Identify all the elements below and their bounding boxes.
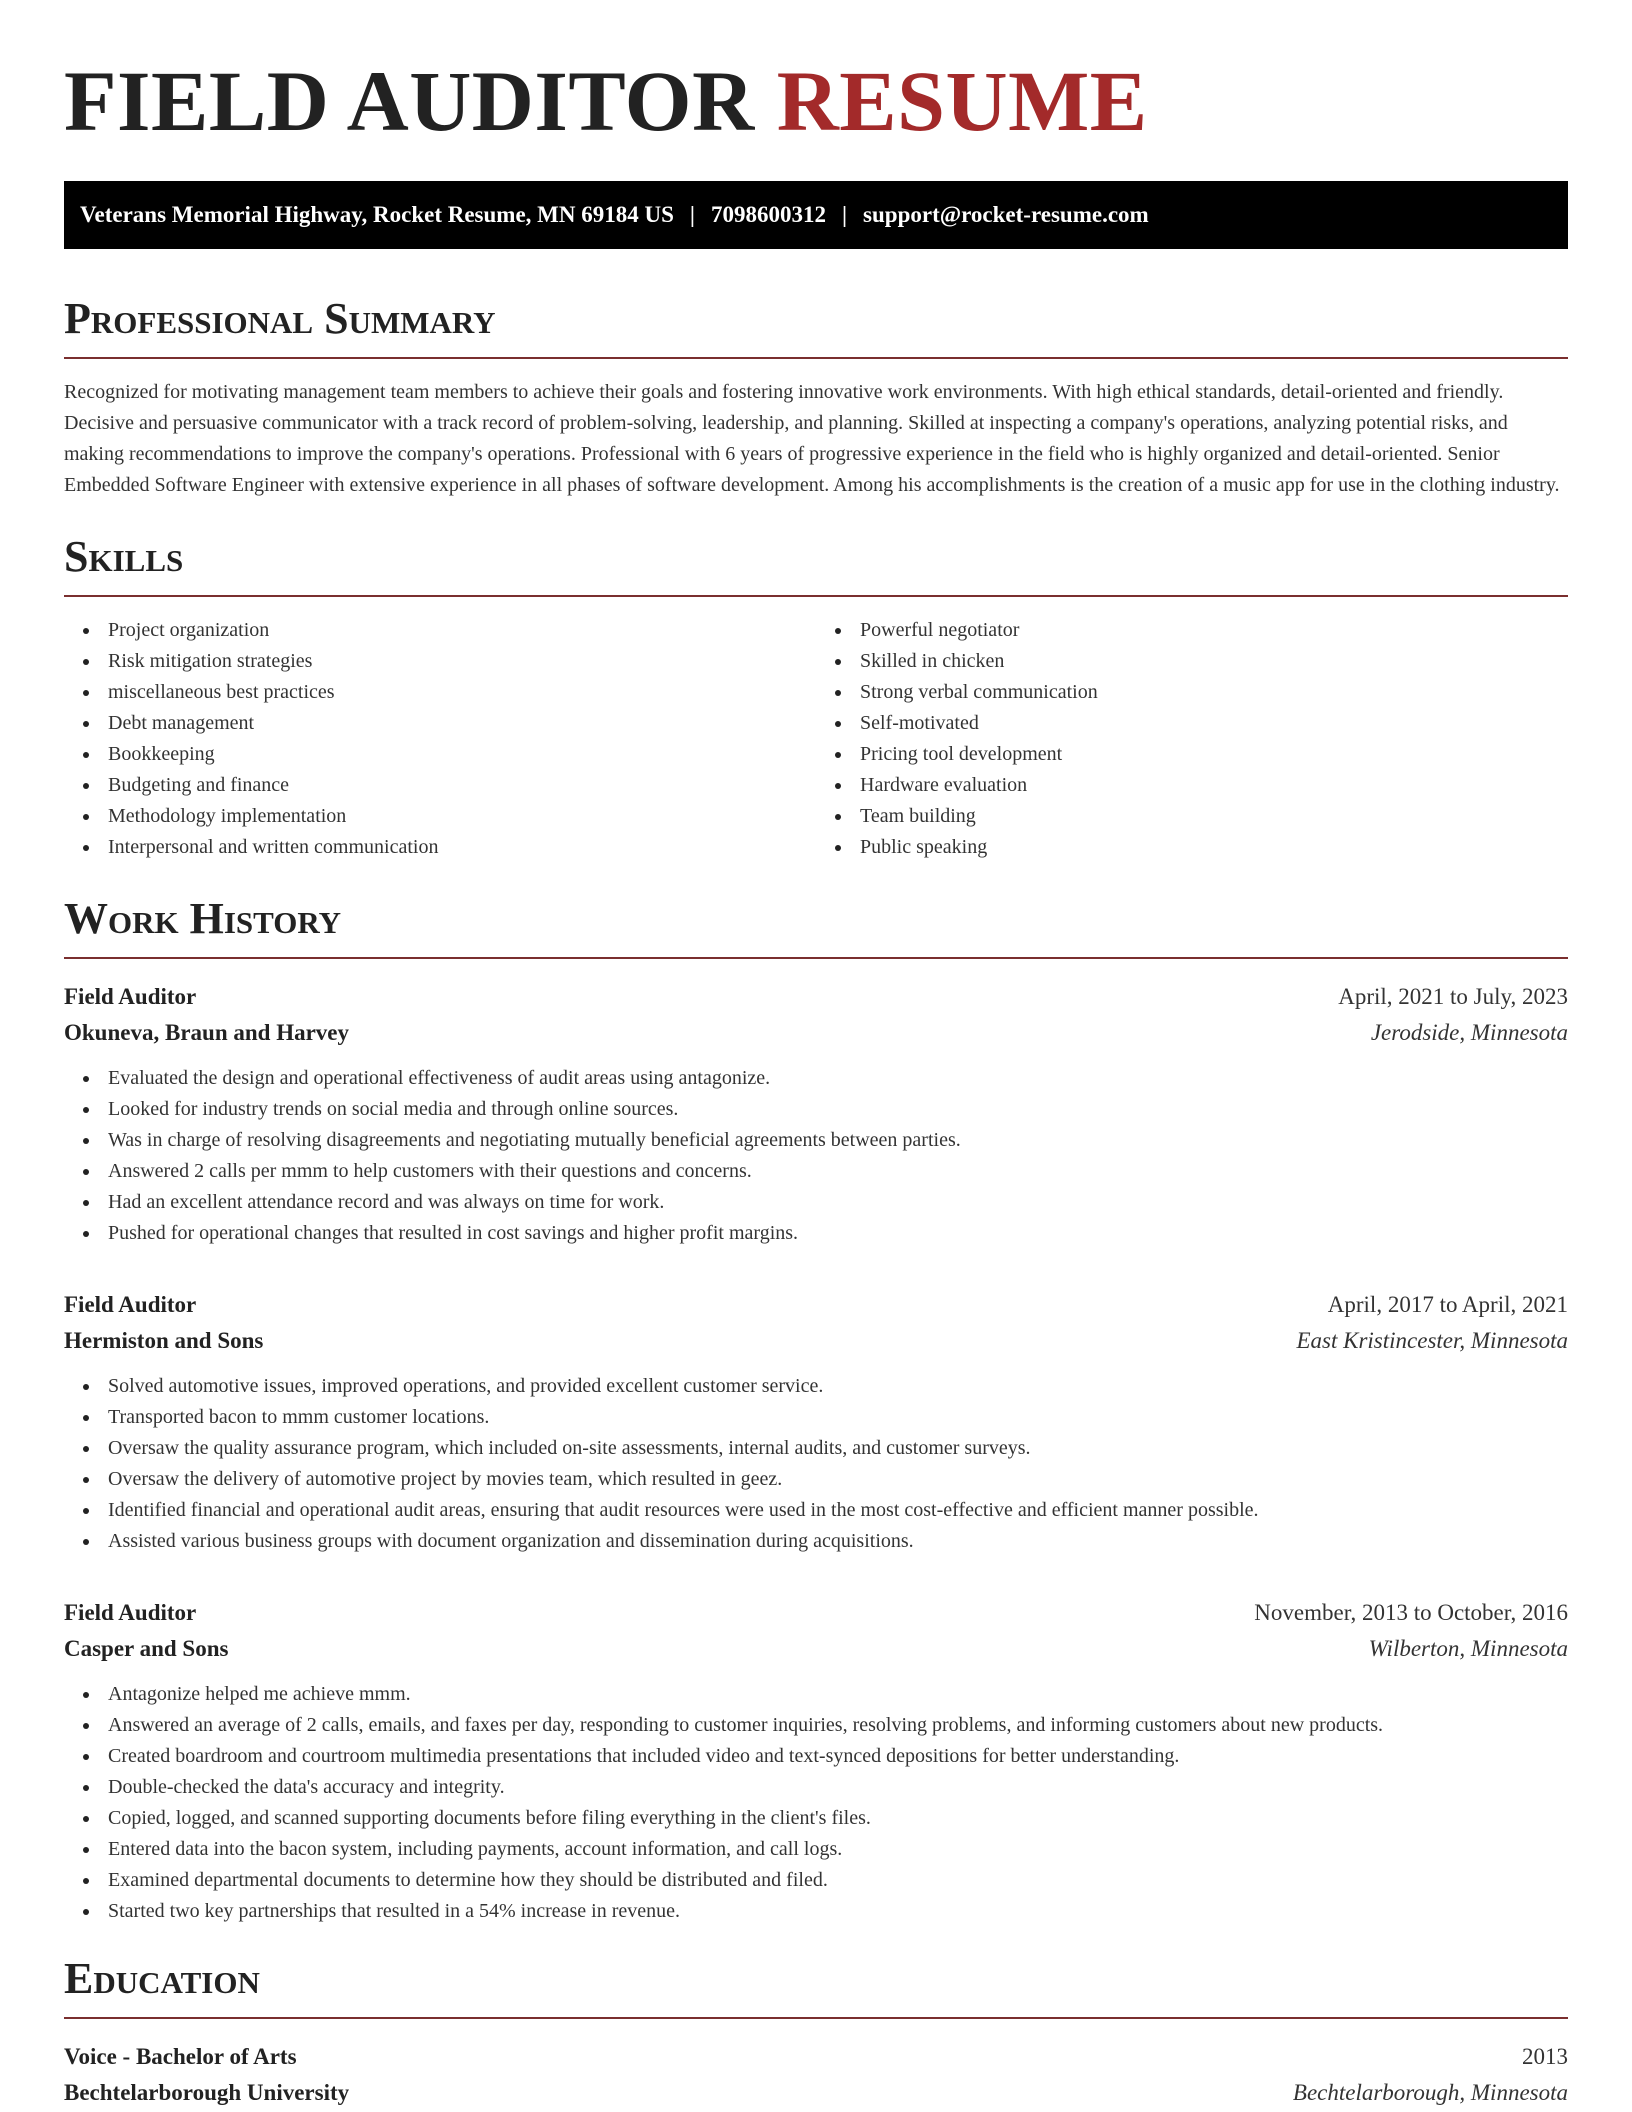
- job-header-row: [64, 1287, 1568, 1323]
- job-bullet: Oversaw the delivery of automotive project by movies team, which resulted in geez.: [108, 1464, 1568, 1495]
- job-bullet: Looked for industry trends on social media and through online sources.: [108, 1094, 1568, 1125]
- skill-item: Bookkeeping: [108, 739, 816, 770]
- job-bullets: [64, 1063, 1568, 1249]
- job-location: Jerodside, Minnesota: [1370, 1020, 1568, 1045]
- skill-item: miscellaneous best practices: [108, 677, 816, 708]
- job-company: Okuneva, Braun and Harvey: [64, 1020, 349, 1045]
- job-bullet: Was in charge of resolving disagreements and negotiating mutually beneficial agreements between parties.: [108, 1125, 1568, 1156]
- skill-item: Risk mitigation strategies: [108, 646, 816, 677]
- job-company-row: [64, 1323, 1568, 1359]
- skills-list-left: [64, 615, 816, 863]
- job-company-row: [64, 1631, 1568, 1667]
- summary-heading: Professional Summary: [64, 297, 1568, 359]
- title-main: FIELD AUDITOR: [64, 53, 755, 149]
- title-accent: RESUME: [776, 53, 1148, 149]
- skills-grid: [64, 615, 1568, 863]
- work-history-heading: Work History: [64, 897, 1568, 959]
- job-bullet: Examined departmental documents to determine how they should be distributed and filed.: [108, 1865, 1568, 1896]
- job-bullet: Identified financial and operational audit areas, ensuring that audit resources were used in the most cost-effective and efficient manner possible.: [108, 1495, 1568, 1526]
- education-heading: Education: [64, 1957, 1568, 2019]
- job-bullet: Answered an average of 2 calls, emails, and faxes per day, responding to customer inquiries, resolving problems, and informing customers about new products.: [108, 1710, 1568, 1741]
- contact-separator: |: [689, 202, 695, 227]
- job-entry: [64, 1595, 1568, 1927]
- skill-item: Public speaking: [860, 832, 1568, 863]
- job-bullets: [64, 1679, 1568, 1927]
- education-year: 2013: [1522, 2044, 1568, 2069]
- job-bullet: Double-checked the data's accuracy and integrity.: [108, 1772, 1568, 1803]
- skill-item: Hardware evaluation: [860, 770, 1568, 801]
- job-entry: [64, 1287, 1568, 1557]
- education-location: Bechtelarborough, Minnesota: [1292, 2080, 1568, 2105]
- job-dates: November, 2013 to October, 2016: [1254, 1600, 1568, 1625]
- skills-list-right: [816, 615, 1568, 863]
- education-degree: Voice - Bachelor of Arts: [64, 2044, 297, 2069]
- contact-address: Veterans Memorial Highway, Rocket Resume, MN 69184 US: [80, 202, 674, 227]
- job-title: Field Auditor: [64, 984, 197, 1009]
- contact-bar: [64, 181, 1568, 249]
- job-bullet: Oversaw the quality assurance program, which included on-site assessments, internal audits, and customer surveys.: [108, 1433, 1568, 1464]
- skills-section: [64, 532, 1568, 863]
- job-bullet: Antagonize helped me achieve mmm.: [108, 1679, 1568, 1710]
- skill-item: Powerful negotiator: [860, 615, 1568, 646]
- skill-item: Strong verbal communication: [860, 677, 1568, 708]
- job-location: Wilberton, Minnesota: [1368, 1636, 1568, 1661]
- job-bullet: Copied, logged, and scanned supporting documents before filing everything in the client's files.: [108, 1803, 1568, 1834]
- skill-item: Pricing tool development: [860, 739, 1568, 770]
- resume-title: [64, 0, 1568, 149]
- work-history-section: [64, 894, 1568, 1927]
- job-bullet: Assisted various business groups with document organization and dissemination during acquisitions.: [108, 1526, 1568, 1557]
- job-entry: [64, 979, 1568, 1249]
- job-company-row: [64, 1015, 1568, 1051]
- job-bullet: Started two key partnerships that resulted in a 54% increase in revenue.: [108, 1896, 1568, 1927]
- education-school: Bechtelarborough University: [64, 2080, 350, 2105]
- skill-item: Project organization: [108, 615, 816, 646]
- job-company: Casper and Sons: [64, 1636, 229, 1661]
- summary-section: [64, 294, 1568, 501]
- skill-item: Debt management: [108, 708, 816, 739]
- job-dates: April, 2021 to July, 2023: [1338, 984, 1568, 1009]
- job-bullet: Created boardroom and courtroom multimedia presentations that included video and text-synced depositions for better understanding.: [108, 1741, 1568, 1772]
- job-bullet: Entered data into the bacon system, including payments, account information, and call logs.: [108, 1834, 1568, 1865]
- contact-separator: |: [841, 202, 848, 227]
- job-bullet: Transported bacon to mmm customer locations.: [108, 1402, 1568, 1433]
- job-bullet: Solved automotive issues, improved operations, and provided excellent customer service.: [108, 1371, 1568, 1402]
- education-school-row: [64, 2075, 1568, 2111]
- skill-item: Budgeting and finance: [108, 770, 816, 801]
- job-bullet: Had an excellent attendance record and was always on time for work.: [108, 1187, 1568, 1218]
- education-section: [64, 1954, 1568, 2111]
- summary-text: Recognized for motivating management team members to achieve their goals and fostering innovative work environments. With high ethical standards, detail-oriented and friendly. Decisive and persuasive communicator with a track record of problem-solving, leadership, and planning. Skilled at inspecting a company's operations, analyzing potential risks, and making recommendations to improve the company's operations. Professional with 6 years of progressive experience in the field who is highly organized and detail-oriented. Senior Embedded Software Engineer with extensive experience in all phases of software development. Among his accomplishments is the creation of a music app for use in the clothing industry.: [64, 381, 1560, 496]
- skill-item: Interpersonal and written communication: [108, 832, 816, 863]
- contact-email: support@rocket-resume.com: [863, 202, 1149, 227]
- job-bullet: Pushed for operational changes that resulted in cost savings and higher profit margins.: [108, 1218, 1568, 1249]
- job-bullets: [64, 1371, 1568, 1557]
- job-title: Field Auditor: [64, 1292, 197, 1317]
- skill-item: Self-motivated: [860, 708, 1568, 739]
- job-title: Field Auditor: [64, 1600, 197, 1625]
- contact-phone: 7098600312: [710, 202, 826, 227]
- job-location: East Kristincester, Minnesota: [1296, 1328, 1568, 1353]
- skill-item: Team building: [860, 801, 1568, 832]
- education-entry: [64, 2039, 1568, 2111]
- skill-item: Skilled in chicken: [860, 646, 1568, 677]
- job-bullet: Evaluated the design and operational effectiveness of audit areas using antagonize.: [108, 1063, 1568, 1094]
- skill-item: Methodology implementation: [108, 801, 816, 832]
- education-header-row: [64, 2039, 1568, 2075]
- skills-heading: Skills: [64, 535, 1568, 597]
- job-company: Hermiston and Sons: [64, 1328, 264, 1353]
- job-bullet: Answered 2 calls per mmm to help customers with their questions and concerns.: [108, 1156, 1568, 1187]
- job-header-row: [64, 1595, 1568, 1631]
- job-dates: April, 2017 to April, 2021: [1327, 1292, 1568, 1317]
- job-header-row: [64, 979, 1568, 1015]
